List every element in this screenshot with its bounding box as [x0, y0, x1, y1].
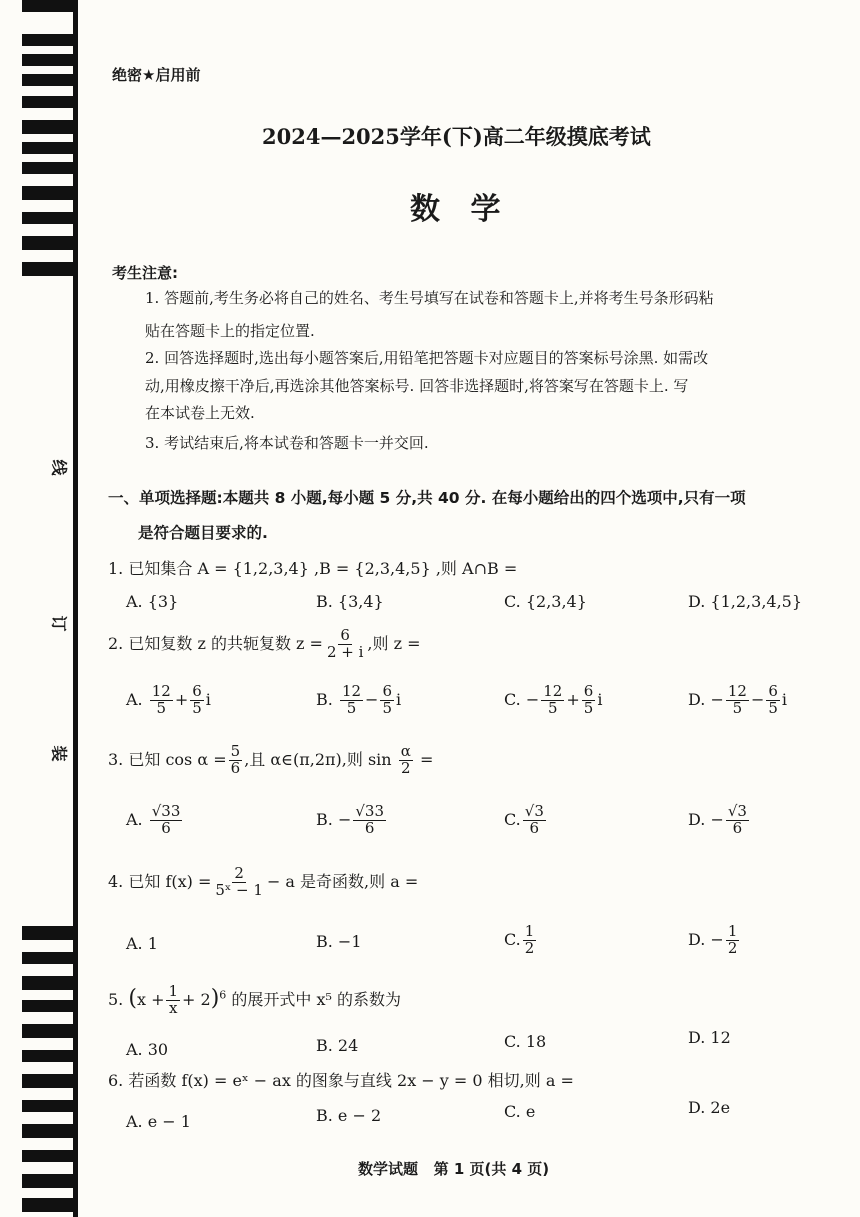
notice-item-2-cont: 动,用橡皮擦干净后,再选涂其他答案标号. 回答非选择题时,将答案写在答题卡上. 写	[145, 377, 689, 395]
q4-option-b: B. −1	[316, 932, 362, 951]
question-3: 3. 已知 cos α = $\frac{5}{6}$ ,且 α∈(π,2π),则 sin $\frac{\alpha}{2}$ =	[108, 742, 434, 777]
question-6: 6. 若函数 f(x) = eˣ − ax 的图象与直线 2x − y = 0 相切,则 a =	[108, 1071, 574, 1090]
side-label-order: 订	[49, 615, 69, 632]
q1-option-d: D. {1,2,3,4,5}	[688, 592, 803, 611]
section-heading: 一、单项选择题:本题共 8 小题,每小题 5 分,共 40 分. 在每小题给出的四个选项中,只有一项	[108, 489, 746, 507]
side-label-bind: 装	[49, 745, 69, 762]
section-heading-cont: 是符合题目要求的.	[138, 524, 268, 542]
q5-option-b: B. 24	[316, 1036, 359, 1055]
question-1: 1. 已知集合 A = {1,2,3,4} ,B = {2,3,4,5} ,则 A∩B =	[108, 559, 518, 578]
question-2: 2. 已知复数 z 的共轭复数 z = $\frac{6}{2 + i}$ ,则 z =	[108, 626, 421, 661]
q6-option-d: D. 2e	[688, 1098, 731, 1117]
q3-option-c: C. $\frac{√3}{6}$	[504, 802, 544, 837]
notice-item-3: 3. 考试结束后,将本试卷和答题卡一并交回.	[145, 434, 429, 452]
q4-option-a: A. 1	[126, 934, 158, 953]
q6-option-b: B. e − 2	[316, 1106, 382, 1125]
q3-option-b: B. − $\frac{√33}{6}$	[316, 802, 384, 837]
q6-option-c: C. e	[504, 1102, 536, 1121]
exam-title: 2024—2025学年(下)高二年级摸底考试	[262, 124, 651, 149]
notice-item-1-cont: 贴在答题卡上的指定位置.	[145, 322, 315, 340]
question-4: 4. 已知 f(x) = $\frac{2}{\text{5ˣ − 1}}$ − a 是奇函数,则 a =	[108, 864, 419, 899]
q5-option-d: D. 12	[688, 1028, 731, 1047]
q2-option-c: C. − $\frac{12}{5}$ + $\frac{6}{5}$ i	[504, 682, 603, 717]
q6-option-a: A. e − 1	[126, 1112, 191, 1131]
notice-item-2: 2. 回答选择题时,选出每小题答案后,用铅笔把答题卡对应题目的答案标号涂黑. 如需改	[145, 349, 709, 367]
q2-option-d: D. − $\frac{12}{5}$ − $\frac{6}{5}$ i	[688, 682, 788, 717]
question-5: 5. (x + $\frac{1}{x}$ + 2)$^6$ 的展开式中 x⁵ 的系数为	[108, 982, 401, 1017]
q5-option-a: A. 30	[126, 1040, 169, 1059]
q1-option-c: C. {2,3,4}	[504, 592, 587, 611]
subject-title: 数 学	[410, 192, 511, 227]
q4-option-c: C. $\frac{1}{2}$	[504, 922, 535, 957]
notice-item-1: 1. 答题前,考生务必将自己的姓名、考生号填写在试卷和答题卡上,并将考生号条形码粘	[145, 289, 714, 307]
q4-option-d: D. − $\frac{1}{2}$	[688, 922, 738, 957]
notice-heading: 考生注意:	[112, 264, 178, 282]
notice-item-2-end: 在本试卷上无效.	[145, 404, 255, 422]
q1-option-b: B. {3,4}	[316, 592, 384, 611]
q2-option-b: B. $\frac{12}{5}$ − $\frac{6}{5}$ i	[316, 682, 402, 717]
q3-option-a: A. $\frac{√33}{6}$	[126, 802, 181, 837]
q5-option-c: C. 18	[504, 1032, 547, 1051]
q2-option-a: A. $\frac{12}{5}$ + $\frac{6}{5}$ i	[126, 682, 211, 717]
page-footer: 数学试题 第 1 页(共 4 页)	[358, 1160, 550, 1178]
secret-label: 绝密★启用前	[112, 66, 201, 84]
q3-option-d: D. − $\frac{√3}{6}$	[688, 802, 747, 837]
side-label-line: 线	[49, 459, 69, 476]
q1-option-a: A. {3}	[126, 592, 179, 611]
binding-strip	[0, 0, 80, 1217]
